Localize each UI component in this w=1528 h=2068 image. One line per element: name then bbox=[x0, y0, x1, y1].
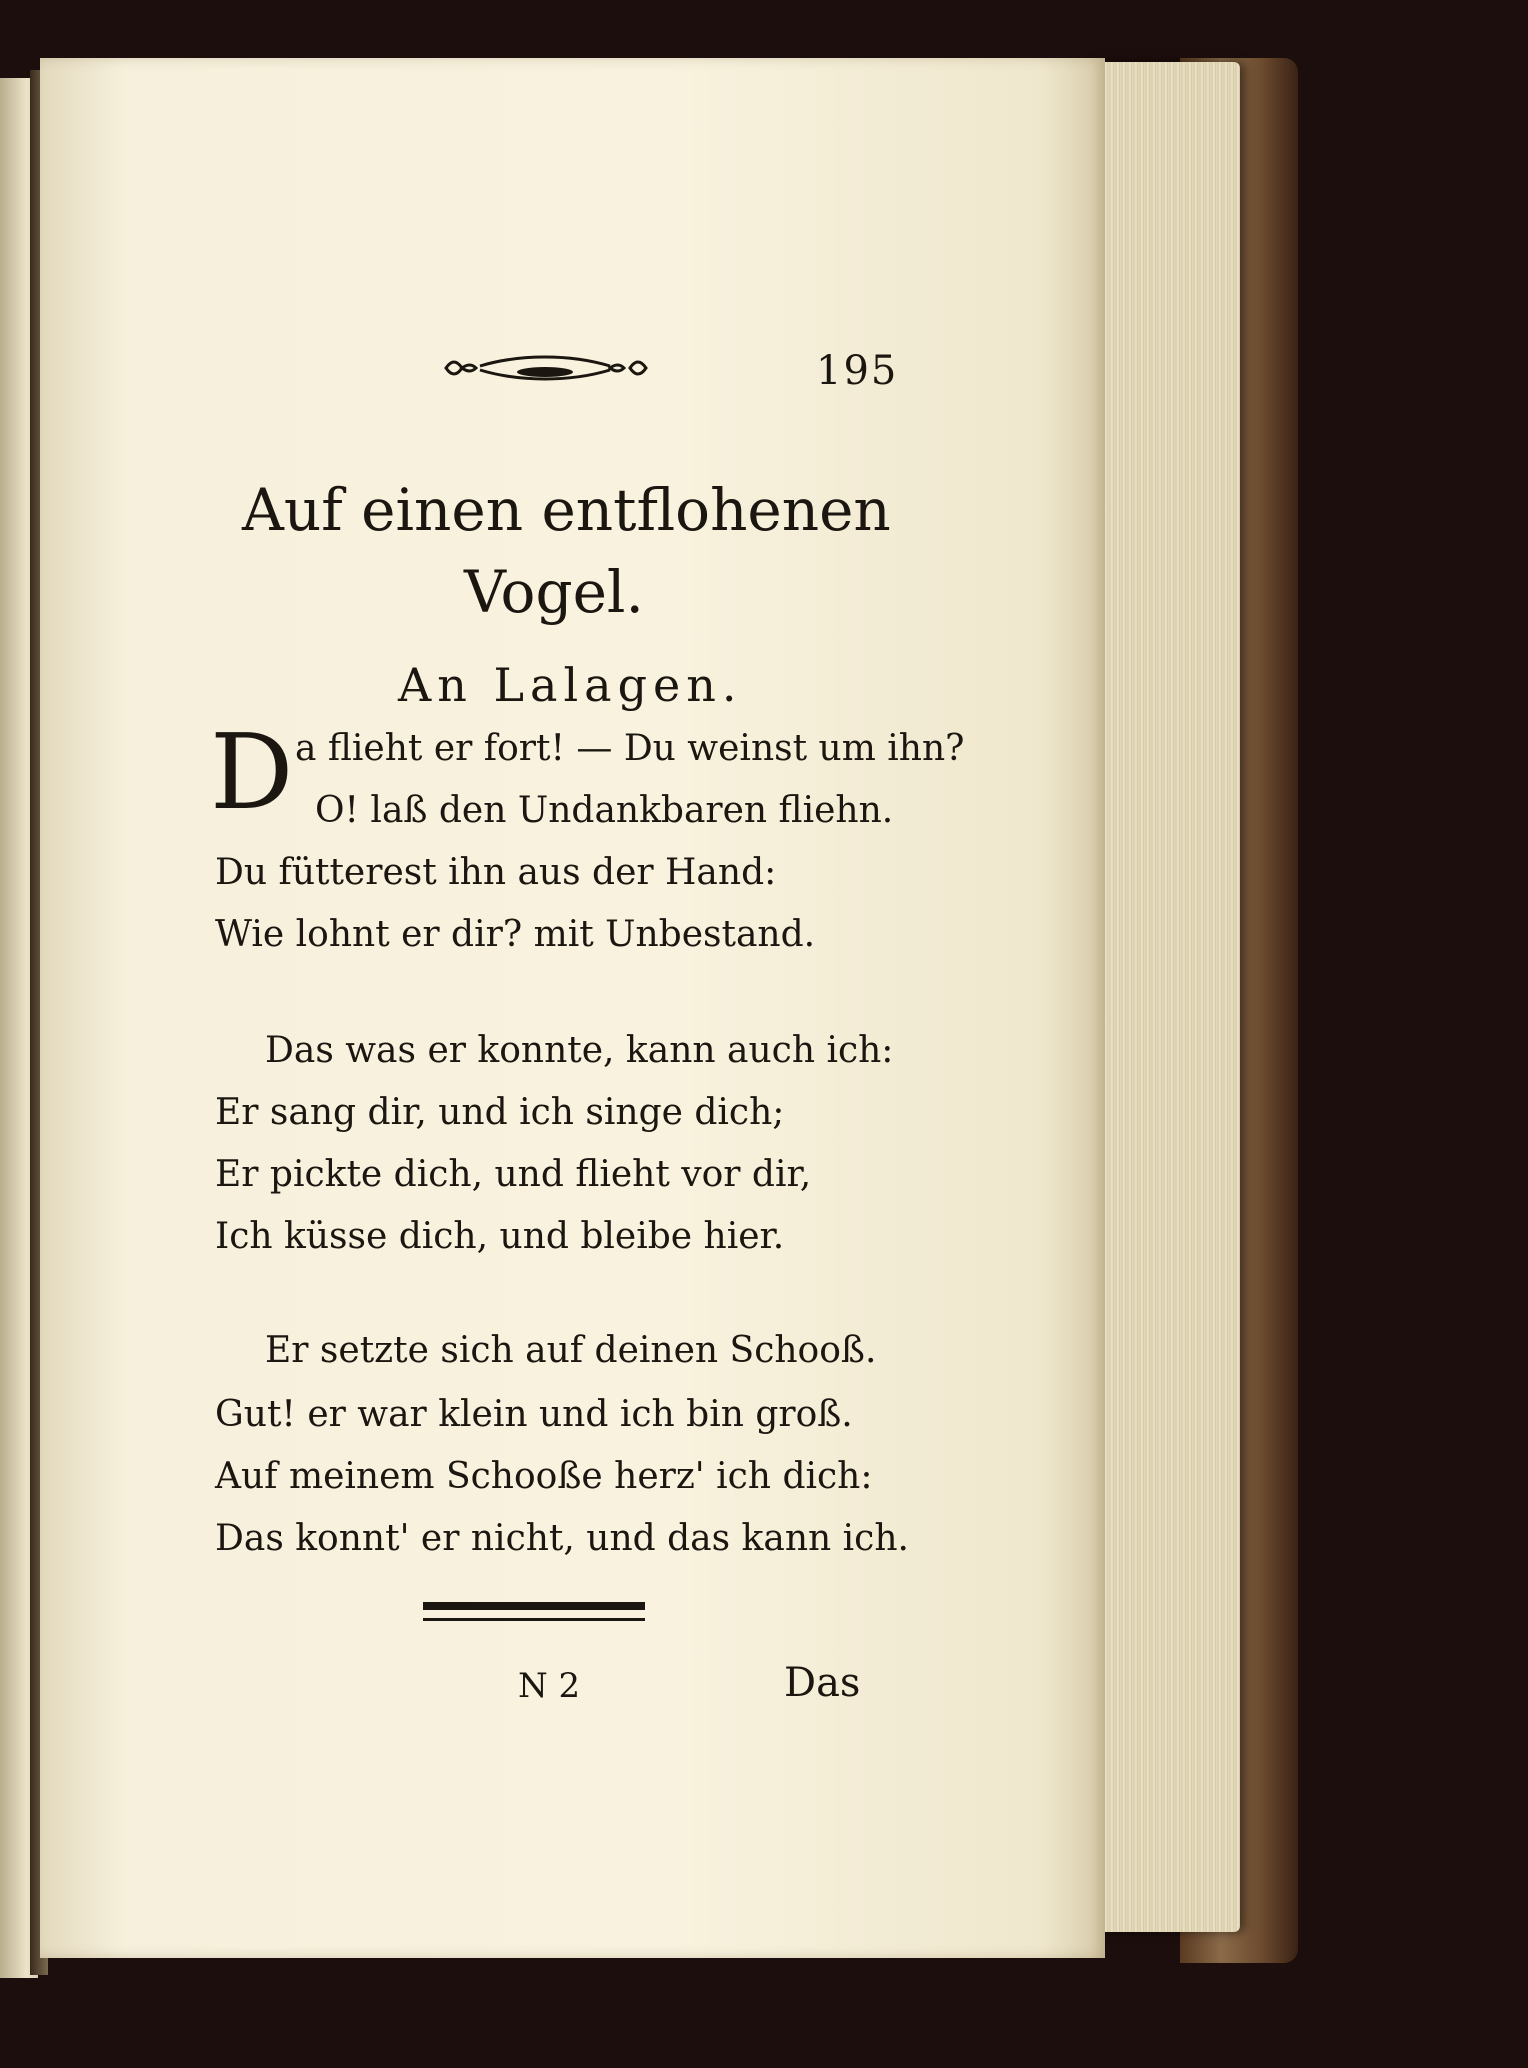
page-edges bbox=[1090, 62, 1240, 1932]
verse-line: a flieht er fort! — Du weinst um ihn? bbox=[295, 728, 965, 769]
poem-title-line-2: Vogel. bbox=[464, 558, 644, 626]
page-number: 195 bbox=[816, 348, 899, 394]
end-rule bbox=[423, 1602, 645, 1610]
drop-cap: D bbox=[210, 711, 294, 833]
verse-line: Er setzte sich auf deinen Schooß. bbox=[265, 1330, 877, 1371]
poem-dedication: An Lalagen. bbox=[398, 658, 743, 712]
poem-title-line-1: Auf einen entflohenen bbox=[242, 476, 891, 544]
verse-line: Du fütterest ihn aus der Hand: bbox=[215, 852, 777, 893]
book-page bbox=[40, 58, 1105, 1958]
verse-line: Wie lohnt er dir? mit Unbestand. bbox=[215, 914, 816, 955]
signature-mark: N 2 bbox=[518, 1666, 581, 1706]
verse-line: Er sang dir, und ich singe dich; bbox=[215, 1092, 785, 1133]
verse-line: Ich küsse dich, und bleibe hier. bbox=[215, 1216, 785, 1257]
verse-line: Gut! er war klein und ich bin groß. bbox=[215, 1394, 853, 1435]
end-rule-thin bbox=[423, 1618, 645, 1621]
verse-line: Das was er konnte, kann auch ich: bbox=[265, 1030, 894, 1071]
catchword: Das bbox=[784, 1660, 861, 1706]
verse-line: Das konnt' er nicht, und das kann ich. bbox=[215, 1518, 909, 1559]
verse-line: Er pickte dich, und flieht vor dir, bbox=[215, 1154, 812, 1195]
verse-line: O! laß den Undankbaren fliehn. bbox=[315, 790, 894, 831]
floral-ornament-icon bbox=[440, 346, 660, 392]
verse-line: Auf meinem Schooße herz' ich dich: bbox=[215, 1456, 873, 1497]
